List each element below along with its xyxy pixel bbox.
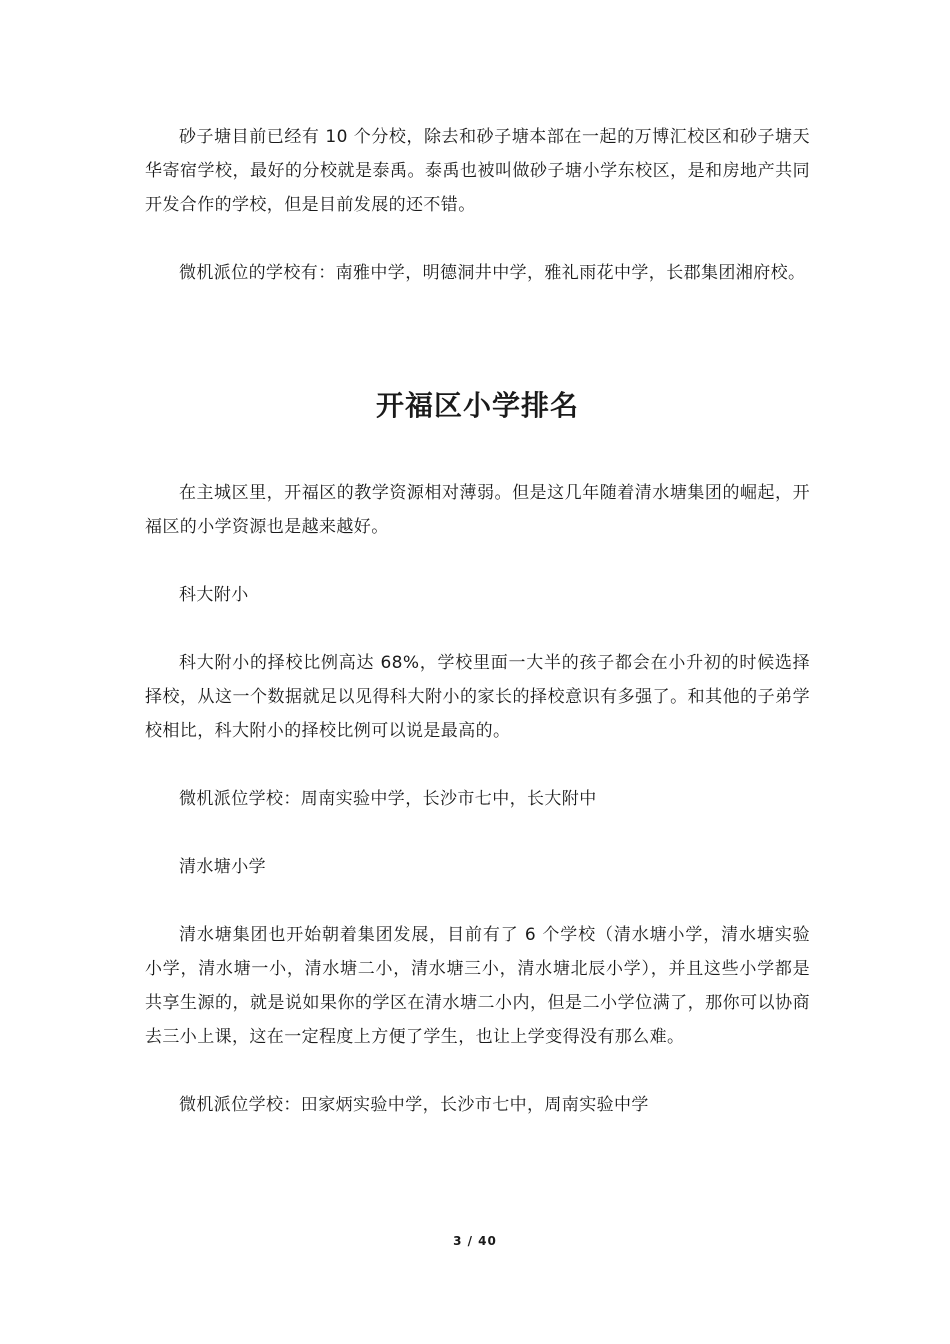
paragraph-keda-allocation: 微机派位学校：周南实验中学，长沙市七中，长大附中 — [179, 789, 597, 809]
title-spacer — [145, 426, 810, 476]
paragraph-spacer — [145, 222, 810, 256]
section-title: 开福区小学排名 — [375, 389, 579, 422]
school-heading-qingshuitang: 清水塘小学 — [179, 857, 266, 877]
paragraph-computer-allocation-yuhua: 微机派位的学校有：南雅中学，明德洞井中学，雅礼雨花中学，长郡集团湘府校。 — [179, 263, 806, 283]
page-content — [145, 120, 810, 1122]
school-heading-keda: 科大附小 — [179, 585, 249, 605]
paragraph-spacer — [145, 1054, 810, 1088]
paragraph-qingshuitang-allocation: 微机派位学校：田家炳实验中学，长沙市七中，周南实验中学 — [179, 1095, 649, 1115]
paragraph-spacer — [145, 884, 810, 918]
title-spacer — [145, 290, 810, 386]
paragraph-keda-detail: 科大附小的择校比例高达 68%，学校里面一大半的孩子都会在小升初的时候选择择校，从这一个数据就足以见得科大附小的家长的择校意识有多强了。和其他的子弟学校相比，科大附小的择校比例可以说是最高的。 — [145, 653, 810, 741]
paragraph-spacer — [145, 544, 810, 578]
page-number: 3 / 40 — [453, 1234, 497, 1248]
paragraph-shazitang-branches: 砂子塘目前已经有 10 个分校，除去和砂子塘本部在一起的万博汇校区和砂子塘天华寄宿学校，最好的分校就是泰禹。泰禹也被叫做砂子塘小学东校区，是和房地产共同开发合作的学校，但是目前发展的还不错。 — [145, 127, 810, 215]
paragraph-spacer — [145, 612, 810, 646]
paragraph-spacer — [145, 748, 810, 782]
paragraph-kaifu-intro: 在主城区里，开福区的教学资源相对薄弱。但是这几年随着清水塘集团的崛起，开福区的小学资源也是越来越好。 — [145, 483, 810, 537]
paragraph-spacer — [145, 816, 810, 850]
paragraph-qingshuitang-detail: 清水塘集团也开始朝着集团发展，目前有了 6 个学校（清水塘小学，清水塘实验小学，清水塘一小，清水塘二小，清水塘三小，清水塘北辰小学），并且这些小学都是共享生源的，就是说如果你的学区在清水塘二小内，但是二小学位满了，那你可以协商去三小上课，这在一定程度上方便了学生，也让上学变得没有那么难。 — [145, 925, 810, 1047]
